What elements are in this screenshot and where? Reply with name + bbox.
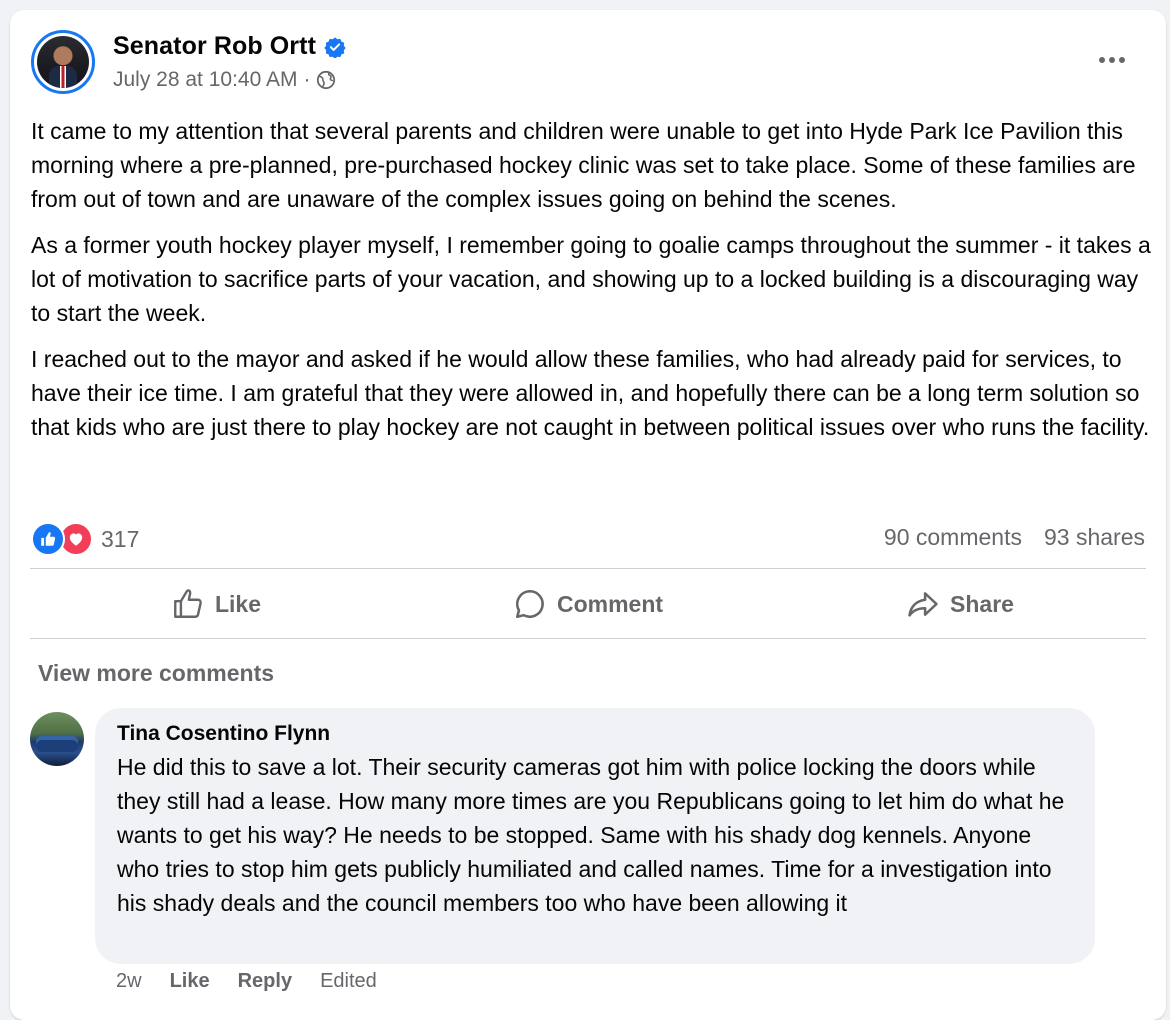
- post-actions: [30, 570, 1146, 638]
- comment-icon: [513, 587, 547, 621]
- post-paragraph-2: As a former youth hockey player myself, I remember going to goalie camps throughout the summer - it takes a lot of motivation to sacrifice parts of your vacation, and showing up to a locked building is a discouraging way to start the week.: [31, 232, 1151, 326]
- comment-edited-label[interactable]: Edited: [320, 970, 377, 992]
- meta-separator: ·: [303, 68, 311, 91]
- reaction-count: 317: [101, 525, 140, 552]
- shares-count[interactable]: 93 shares: [1043, 524, 1145, 550]
- comment-age[interactable]: 2w: [116, 970, 142, 992]
- dot: [1119, 57, 1125, 63]
- globe-icon[interactable]: [316, 70, 336, 90]
- reaction-summary[interactable]: [31, 523, 139, 555]
- post-paragraph-3: I reached out to the mayor and asked if he would allow these families, who had already paid for services, to have their ice time. I am grateful that they were allowed in, and hopefully there can be a long term solution so that kids who are just there to play hockey are not caught in between political issues over who runs the facility.: [31, 346, 1150, 440]
- post-meta: [113, 68, 336, 92]
- comment-button[interactable]: [402, 570, 774, 638]
- author-name[interactable]: Senator Rob Ortt: [113, 32, 316, 60]
- more-options-icon[interactable]: [1094, 48, 1130, 72]
- divider: [30, 568, 1146, 569]
- comment-like-link[interactable]: Like: [169, 970, 210, 992]
- comment-text: He did this to save a lot. Their security cameras got him with police locking the doors while they still had a lease. How many more times are you Republicans going to let him do what he wants to get his way? He needs to be stopped. Same with his shady dog kennels. Anyone who tries to stop him gets publicly humiliated and called names. Time for a investigation into his shady deals and the council members too who have been allowing it: [117, 754, 1065, 916]
- author-name-row: [113, 32, 346, 61]
- comment-author[interactable]: Tina Cosentino Flynn: [117, 722, 331, 745]
- view-more-comments-link[interactable]: View more comments: [38, 660, 275, 686]
- like-label: Like: [214, 590, 262, 617]
- verified-badge-icon: [324, 36, 346, 58]
- post-paragraph-1: It came to my attention that several parents and children were unable to get into Hyde Park Ice Pavilion this morning where a pre-planned, pre-purchased hockey clinic was set to take place. Some of these families are from out of town and are unaware of the complex issues going on behind the scenes.: [31, 118, 1136, 212]
- dot: [1099, 57, 1105, 63]
- like-reaction-icon: [31, 522, 65, 556]
- comment-label: Comment: [556, 590, 664, 617]
- commenter-avatar[interactable]: [30, 712, 84, 766]
- comment-bubble: [95, 708, 1095, 964]
- comment-reply-link[interactable]: Reply: [237, 970, 293, 992]
- comment-meta: [116, 970, 377, 993]
- author-photo: [37, 36, 89, 88]
- post-body: [31, 114, 1156, 456]
- share-label: Share: [950, 590, 1014, 617]
- share-icon: [906, 587, 940, 621]
- comments-count[interactable]: 90 comments: [883, 524, 1022, 550]
- post-timestamp[interactable]: July 28 at 10:40 AM: [113, 68, 298, 91]
- like-button[interactable]: [30, 570, 402, 638]
- divider: [30, 638, 1146, 639]
- post-card: [10, 10, 1166, 1020]
- engagement-counts: [884, 524, 1145, 551]
- thumbs-up-icon: [171, 587, 205, 621]
- author-avatar[interactable]: [31, 30, 95, 94]
- dot: [1109, 57, 1115, 63]
- share-button[interactable]: [774, 570, 1146, 638]
